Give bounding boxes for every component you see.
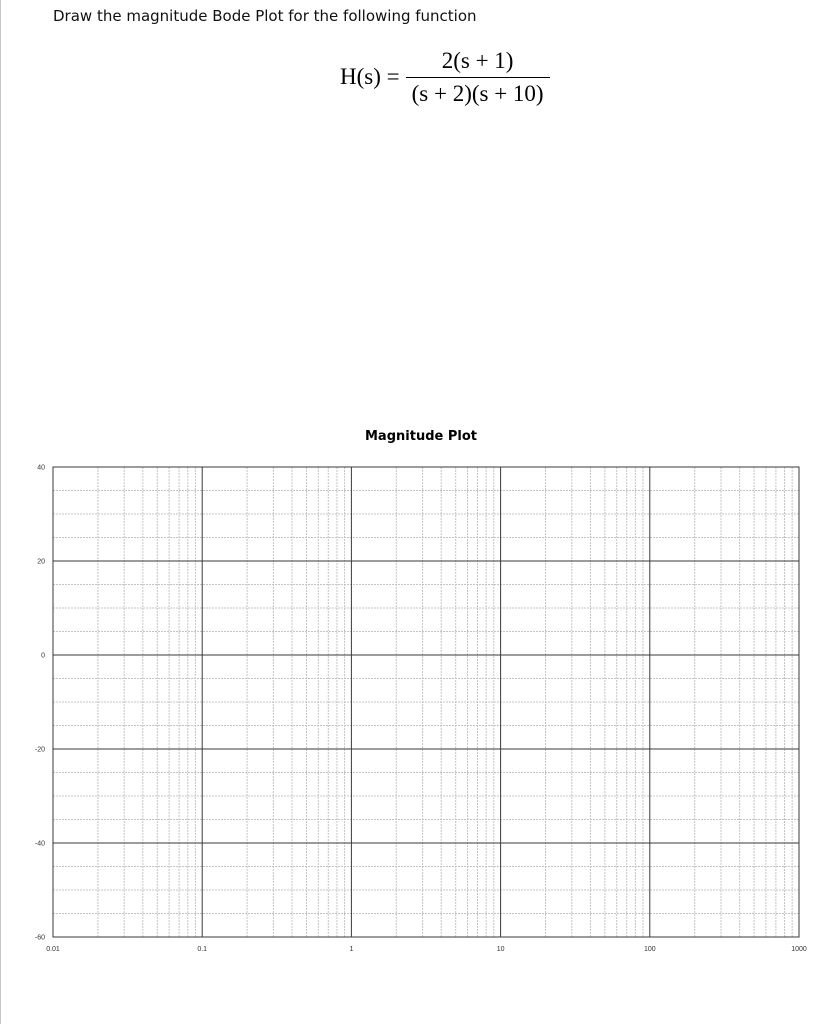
y-tick-label: 40: [37, 464, 45, 472]
y-tick-label: -40: [34, 840, 45, 848]
grid-lines: [53, 467, 799, 937]
y-tick-label: -60: [34, 934, 45, 942]
chart-title: Magnitude Plot: [365, 429, 477, 444]
x-tick-label: 0.1: [197, 946, 208, 953]
x-tick-label: 10: [496, 946, 505, 953]
question-instruction: Draw the magnitude Bode Plot for the following function: [53, 7, 477, 25]
x-tick-labels: [46, 946, 807, 953]
x-tick-label: 0.01: [46, 946, 60, 953]
equation-numerator: 2(s + 1): [441, 47, 514, 73]
equation-lhs: H(s) =: [340, 64, 400, 89]
y-tick-label: 20: [37, 558, 45, 566]
equation-denominator: (s + 2)(s + 10): [411, 80, 544, 106]
x-tick-label: 100: [643, 946, 656, 953]
x-tick-label: 1000: [791, 946, 807, 953]
y-tick-label: -20: [34, 746, 45, 754]
x-tick-label: 1: [349, 946, 354, 953]
y-tick-label: 0: [41, 652, 45, 660]
y-tick-labels: [35, 465, 45, 942]
